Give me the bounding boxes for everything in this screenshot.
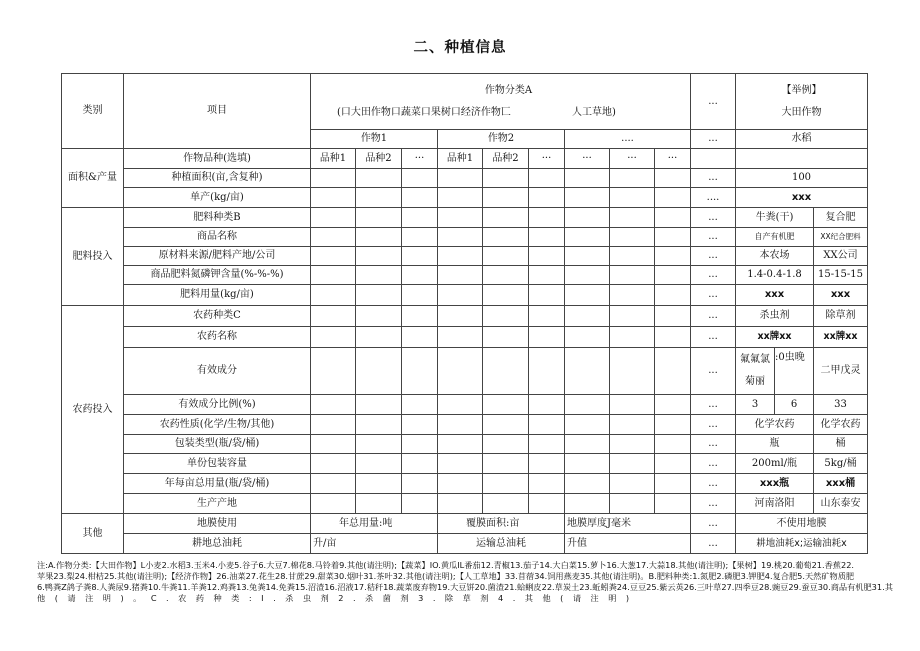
input-cell[interactable] <box>483 395 529 415</box>
footnote-line: 苹果23.梨24.柑桔25.其他(请注明);【经济作物】26.油菜27.花生28.甘蔗29.甜菜30.烟叶31.茶叶32.其他(请注明);【人工草地】33.苜蓿34.饲用燕麦35.其他(请注明)。B.肥料种类:1.氮肥2.磷肥3.钾肥4.复合肥5.天然矿物质肥 <box>37 571 855 581</box>
input-cell[interactable] <box>311 494 356 514</box>
input-cell[interactable] <box>529 494 565 514</box>
row-label-pest-capacity: 单份包装容量 <box>124 454 311 474</box>
example-pest-origin-1: 河南洛阳 <box>736 494 814 514</box>
input-cell[interactable] <box>565 306 610 327</box>
input-cell[interactable] <box>529 188 565 208</box>
input-cell[interactable] <box>356 474 402 494</box>
input-cell[interactable] <box>483 169 529 188</box>
example-fert-type-1: 牛粪(干) <box>736 208 814 228</box>
input-cell[interactable] <box>610 348 655 395</box>
input-cell[interactable] <box>529 228 565 247</box>
input-cell[interactable] <box>356 306 402 327</box>
input-cell[interactable] <box>402 306 438 327</box>
input-cell[interactable] <box>311 454 356 474</box>
example-fert-npk-1: 1.4-0.4-1.8 <box>736 266 814 285</box>
input-cell[interactable] <box>356 327 402 348</box>
input-cell[interactable] <box>356 247 402 266</box>
example-pest-origin-2: 山东泰安 <box>814 494 868 514</box>
input-cell[interactable] <box>438 188 483 208</box>
input-cell[interactable] <box>483 208 529 228</box>
input-cell[interactable] <box>438 494 483 514</box>
input-cell[interactable] <box>610 415 655 435</box>
input-cell[interactable] <box>529 208 565 228</box>
input-cell[interactable] <box>655 188 691 208</box>
variety-col: ··· <box>610 149 655 169</box>
input-cell[interactable] <box>311 348 356 395</box>
input-cell[interactable] <box>438 266 483 285</box>
ellipsis-cell: ... <box>691 327 736 348</box>
input-cell[interactable] <box>483 494 529 514</box>
row-label-fert-type: 肥料种类B <box>124 208 311 228</box>
input-cell[interactable] <box>483 415 529 435</box>
page-title: 二、种植信息 <box>413 40 507 56</box>
example-pest-ing-3: 二甲戊灵 <box>814 348 868 395</box>
crop2-header: 作物2 <box>438 130 565 149</box>
row-label-fuel: 耕地总油耗 <box>124 534 311 554</box>
example-fert-amount-2: xxx <box>814 285 868 306</box>
input-cell[interactable] <box>438 415 483 435</box>
crop-class-options: (口大田作物口蔬菜口果树口经济作物匸 <box>337 106 511 118</box>
example-pest-ratio-2: 6 <box>775 395 814 415</box>
variety-col: 品种2 <box>483 149 529 169</box>
crop-class-title: 作物分类A <box>484 84 533 96</box>
variety-col: ··· <box>529 149 565 169</box>
section-area-yield: 面积&产量 <box>62 149 124 208</box>
input-cell[interactable] <box>610 454 655 474</box>
row-label-pest-ratio: 有效成分比例(%) <box>124 395 311 415</box>
example-pest-ratio-1: 3 <box>736 395 775 415</box>
input-cell[interactable] <box>311 169 356 188</box>
example-pest-ing-1a: 氟氟氯 <box>740 354 770 365</box>
variety-col: 品种1 <box>438 149 483 169</box>
example-fert-source-2: XX公司 <box>814 247 868 266</box>
input-cell[interactable] <box>438 395 483 415</box>
example-pest-type-1: 杀虫剂 <box>736 306 814 327</box>
transport-unit-field[interactable]: 升值 <box>565 534 691 554</box>
input-cell[interactable] <box>311 306 356 327</box>
input-cell[interactable] <box>529 454 565 474</box>
input-cell[interactable] <box>655 247 691 266</box>
input-cell[interactable] <box>565 266 610 285</box>
ellipsis-cell: ... <box>691 474 736 494</box>
ellipsis-cell: ... <box>691 395 736 415</box>
input-cell[interactable] <box>402 454 438 474</box>
planting-info-table <box>61 73 868 554</box>
input-cell[interactable] <box>356 188 402 208</box>
ellipsis-cell: ... <box>691 247 736 266</box>
input-cell[interactable] <box>402 266 438 285</box>
input-cell[interactable] <box>529 474 565 494</box>
variety-col: 品种1 <box>311 149 356 169</box>
ellipsis-cell: .... <box>691 188 736 208</box>
example-crop: 水稻 <box>736 130 868 149</box>
row-label-fert-name: 商品名称 <box>124 228 311 247</box>
input-cell[interactable] <box>311 208 356 228</box>
input-cell[interactable] <box>438 306 483 327</box>
example-pest-type-2: 除草剂 <box>814 306 868 327</box>
example-pest-annual-2: xxx桶 <box>814 474 868 494</box>
col-category-header: 类别 <box>62 74 124 149</box>
crop1-header: 作物1 <box>311 130 438 149</box>
input-cell[interactable] <box>402 395 438 415</box>
input-cell[interactable] <box>565 435 610 454</box>
row-label-fert-source: 原材料来源/肥料产地/公司 <box>124 247 311 266</box>
input-cell[interactable] <box>655 266 691 285</box>
input-cell[interactable] <box>655 169 691 188</box>
input-cell[interactable] <box>655 494 691 514</box>
input-cell[interactable] <box>356 494 402 514</box>
input-cell[interactable] <box>565 395 610 415</box>
example-pest-ing-1b: 菊丽 <box>745 376 765 387</box>
variety-col: 品种2 <box>356 149 402 169</box>
ellipsis-cell: ... <box>691 415 736 435</box>
input-cell[interactable] <box>655 228 691 247</box>
header-ellipsis: ... <box>691 74 736 130</box>
fuel-unit-field[interactable]: 升/亩 <box>311 534 438 554</box>
input-cell[interactable] <box>438 348 483 395</box>
row-label-pest-name: 农药名称 <box>124 327 311 348</box>
example-pest-name-1: xx牌xx <box>736 327 814 348</box>
input-cell[interactable] <box>438 435 483 454</box>
input-cell[interactable] <box>483 228 529 247</box>
example-tag: 【举例】 <box>781 84 822 96</box>
ellipsis-cell: ... <box>691 169 736 188</box>
row-label-pest-type: 农药种类C <box>124 306 311 327</box>
input-cell[interactable] <box>402 285 438 306</box>
input-cell[interactable] <box>610 169 655 188</box>
example-pest-cap-1: 200ml/瓶 <box>736 454 814 474</box>
input-cell[interactable] <box>610 247 655 266</box>
example-fert-type-2: 复合肥 <box>814 208 868 228</box>
ellipsis-cell: ... <box>691 454 736 474</box>
crop-class-options-2: 人工草地) <box>572 106 616 118</box>
row-label-pest-nature: 农药性质(化学/生物/其他) <box>124 415 311 435</box>
crop-class-header <box>311 74 691 130</box>
input-cell[interactable] <box>610 266 655 285</box>
transport-label: 运输总油耗 <box>438 534 565 554</box>
input-cell[interactable] <box>438 285 483 306</box>
example-yield: xxx <box>736 188 868 208</box>
example-film: 不使用地膜 <box>736 514 868 534</box>
row-label-area: 种植面积(亩,含复种) <box>124 169 311 188</box>
ellipsis-cell: ... <box>691 348 736 395</box>
input-cell[interactable] <box>483 454 529 474</box>
example-pest-pack-1: 瓶 <box>736 435 814 454</box>
input-cell[interactable] <box>311 395 356 415</box>
example-fuel: 耕地油耗x;运输油耗x <box>736 534 868 554</box>
example-pest-ingredient-1 <box>736 348 775 395</box>
input-cell[interactable] <box>529 247 565 266</box>
row-label-pest-origin: 生产产地 <box>124 494 311 514</box>
input-cell[interactable] <box>565 327 610 348</box>
input-cell[interactable] <box>483 327 529 348</box>
example-pest-nature-1: 化学农药 <box>736 415 814 435</box>
ellipsis-cell: ... <box>691 514 736 534</box>
footnotes <box>37 560 893 604</box>
input-cell[interactable] <box>565 348 610 395</box>
input-cell[interactable] <box>565 494 610 514</box>
header-ellipsis: ... <box>691 130 736 149</box>
input-cell[interactable] <box>311 188 356 208</box>
input-cell[interactable] <box>402 474 438 494</box>
input-cell[interactable] <box>438 327 483 348</box>
input-cell[interactable] <box>402 228 438 247</box>
input-cell[interactable] <box>655 415 691 435</box>
example-fert-name-1: 自产有机肥 <box>736 228 814 247</box>
ellipsis-cell: ... <box>691 208 736 228</box>
variety-col: ··· <box>402 149 438 169</box>
input-cell[interactable] <box>565 169 610 188</box>
row-label-variety: 作物品种(选填) <box>124 149 311 169</box>
input-cell[interactable] <box>356 395 402 415</box>
input-cell[interactable] <box>610 327 655 348</box>
input-cell[interactable] <box>610 435 655 454</box>
ellipsis-cell: ... <box>691 285 736 306</box>
input-cell[interactable] <box>655 327 691 348</box>
ellipsis-cell: ... <box>691 494 736 514</box>
example-fert-name-2: XX纪合肥料 <box>814 228 868 247</box>
ellipsis-cell: ... <box>691 266 736 285</box>
input-cell[interactable] <box>402 188 438 208</box>
input-cell[interactable] <box>438 474 483 494</box>
input-cell[interactable] <box>529 306 565 327</box>
input-cell[interactable] <box>483 247 529 266</box>
input-cell[interactable] <box>356 266 402 285</box>
film-total-field[interactable]: 年总用量:吨 <box>311 514 438 534</box>
input-cell[interactable] <box>356 208 402 228</box>
input-cell[interactable] <box>565 228 610 247</box>
input-cell[interactable] <box>529 395 565 415</box>
input-cell[interactable] <box>438 169 483 188</box>
example-fert-source-1: 本农场 <box>736 247 814 266</box>
input-cell[interactable] <box>311 435 356 454</box>
input-cell[interactable] <box>356 415 402 435</box>
input-cell[interactable] <box>529 348 565 395</box>
example-fert-amount-1: xxx <box>736 285 814 306</box>
example-pest-ratio-3: 33 <box>814 395 868 415</box>
section-other: 其他 <box>62 514 124 554</box>
input-cell[interactable] <box>356 285 402 306</box>
input-cell[interactable] <box>311 247 356 266</box>
variety-col: ··· <box>565 149 610 169</box>
input-cell[interactable] <box>356 454 402 474</box>
input-cell[interactable] <box>655 474 691 494</box>
ellipsis-cell: ... <box>691 534 736 554</box>
input-cell[interactable] <box>529 327 565 348</box>
input-cell[interactable] <box>311 285 356 306</box>
row-label-film: 地膜使用 <box>124 514 311 534</box>
input-cell[interactable] <box>655 306 691 327</box>
input-cell[interactable] <box>356 169 402 188</box>
input-cell[interactable] <box>565 285 610 306</box>
input-cell[interactable] <box>356 228 402 247</box>
input-cell[interactable] <box>655 348 691 395</box>
input-cell[interactable] <box>610 208 655 228</box>
ellipsis-cell: ... <box>691 306 736 327</box>
input-cell[interactable] <box>529 285 565 306</box>
variety-col: ··· <box>655 149 691 169</box>
example-pest-nature-2: 化学农药 <box>814 415 868 435</box>
input-cell[interactable] <box>529 169 565 188</box>
input-cell[interactable] <box>402 494 438 514</box>
input-cell[interactable] <box>483 266 529 285</box>
ellipsis-cell: ... <box>691 228 736 247</box>
input-cell[interactable] <box>610 494 655 514</box>
input-cell[interactable] <box>483 348 529 395</box>
input-cell[interactable] <box>610 474 655 494</box>
footnote-line: 他(请注明)。C.农药种类:I.杀虫剂2.杀菌剂3.除草剂4.其他(请注明) <box>37 593 639 603</box>
input-cell[interactable] <box>610 306 655 327</box>
input-cell[interactable] <box>565 208 610 228</box>
input-cell[interactable] <box>402 208 438 228</box>
example-header <box>736 74 868 130</box>
input-cell[interactable] <box>311 327 356 348</box>
ellipsis-cell <box>691 149 736 169</box>
input-cell[interactable] <box>565 454 610 474</box>
row-label-yield: 单产(kg/亩) <box>124 188 311 208</box>
input-cell[interactable] <box>565 474 610 494</box>
input-cell[interactable] <box>655 285 691 306</box>
input-cell[interactable] <box>610 395 655 415</box>
input-cell[interactable] <box>402 247 438 266</box>
input-cell[interactable] <box>311 415 356 435</box>
input-cell[interactable] <box>565 188 610 208</box>
input-cell[interactable] <box>438 228 483 247</box>
input-cell[interactable] <box>529 415 565 435</box>
input-cell[interactable] <box>311 474 356 494</box>
input-cell[interactable] <box>655 395 691 415</box>
input-cell[interactable] <box>356 435 402 454</box>
row-label-pest-pack: 包装类型(瓶/袋/桶) <box>124 435 311 454</box>
input-cell[interactable] <box>655 435 691 454</box>
example-area: 100 <box>736 169 868 188</box>
ellipsis-cell: ... <box>691 435 736 454</box>
input-cell[interactable] <box>610 228 655 247</box>
input-cell[interactable] <box>529 435 565 454</box>
input-cell[interactable] <box>356 348 402 395</box>
film-area-field[interactable]: 覆膜面积:亩 <box>438 514 565 534</box>
input-cell[interactable] <box>402 435 438 454</box>
section-fertilizer: 肥料投入 <box>62 208 124 306</box>
film-thickness-field[interactable]: 地膜厚度J毫米 <box>565 514 691 534</box>
footnote-line: 6.鸭粪Z鸽子粪8.人粪尿9.猪粪10.牛粪11.羊粪12.鸡粪13.兔粪14.免粪15.沼渣16.沼液17.秸秆18.蔬菜废弃物19.大豆饼20.菌渣21.蛤蜊皮22.草炭土23.蚯蚓粪24.豆豆25.紫云英26.三叶草27.四季豆28.豌豆29.蚕豆30.商品有机肥31.其 <box>37 582 893 592</box>
input-cell[interactable] <box>402 415 438 435</box>
example-pest-pack-2: 桶 <box>814 435 868 454</box>
input-cell[interactable] <box>529 266 565 285</box>
crop-more-header: .... <box>565 130 691 149</box>
footnote-line: 注:A.作物分类:【大田作物】L小麦2.水稻3.玉米4.小麦5.谷子6.大豆7.棉花8.马铃着9.其他(请注明);【蔬菜】IO.黄瓜IL番茄12.青椒13.茄子14.大白菜15.萝卜16.大葱17.大蒜18.其他(请注明);【果树】19.桃20.葡萄21.香蕉22. <box>37 560 855 570</box>
input-cell[interactable] <box>565 247 610 266</box>
row-label-pest-annual: 年每亩总用量(瓶/袋/桶) <box>124 474 311 494</box>
input-cell[interactable] <box>483 285 529 306</box>
input-cell[interactable] <box>438 247 483 266</box>
input-cell[interactable] <box>438 208 483 228</box>
input-cell[interactable] <box>402 169 438 188</box>
input-cell[interactable] <box>311 228 356 247</box>
example-fert-npk-2: 15-15-15 <box>814 266 868 285</box>
row-label-pest-ingredient: 有效成分 <box>124 348 311 395</box>
input-cell[interactable] <box>438 454 483 474</box>
input-cell[interactable] <box>483 306 529 327</box>
input-cell[interactable] <box>655 208 691 228</box>
example-pest-cap-2: 5kg/桶 <box>814 454 868 474</box>
input-cell[interactable] <box>483 435 529 454</box>
input-cell[interactable] <box>655 454 691 474</box>
example-cell <box>736 149 868 169</box>
example-pest-annual-1: xxx瓶 <box>736 474 814 494</box>
row-label-fert-npk: 商品肥料氮磷钾含量(%-%-%) <box>124 266 311 285</box>
input-cell[interactable] <box>402 348 438 395</box>
input-cell[interactable] <box>402 327 438 348</box>
example-class: 大田作物 <box>781 106 822 118</box>
example-pest-name-2: xx牌xx <box>814 327 868 348</box>
input-cell[interactable] <box>483 474 529 494</box>
input-cell[interactable] <box>565 415 610 435</box>
input-cell[interactable] <box>610 188 655 208</box>
input-cell[interactable] <box>610 285 655 306</box>
input-cell[interactable] <box>483 188 529 208</box>
col-item-header: 项目 <box>124 74 311 149</box>
section-pesticide: 农药投入 <box>62 306 124 514</box>
example-pest-ing-2: :0虫晚 <box>775 348 814 395</box>
row-label-fert-amount: 肥料用量(kg/亩) <box>124 285 311 306</box>
input-cell[interactable] <box>311 266 356 285</box>
